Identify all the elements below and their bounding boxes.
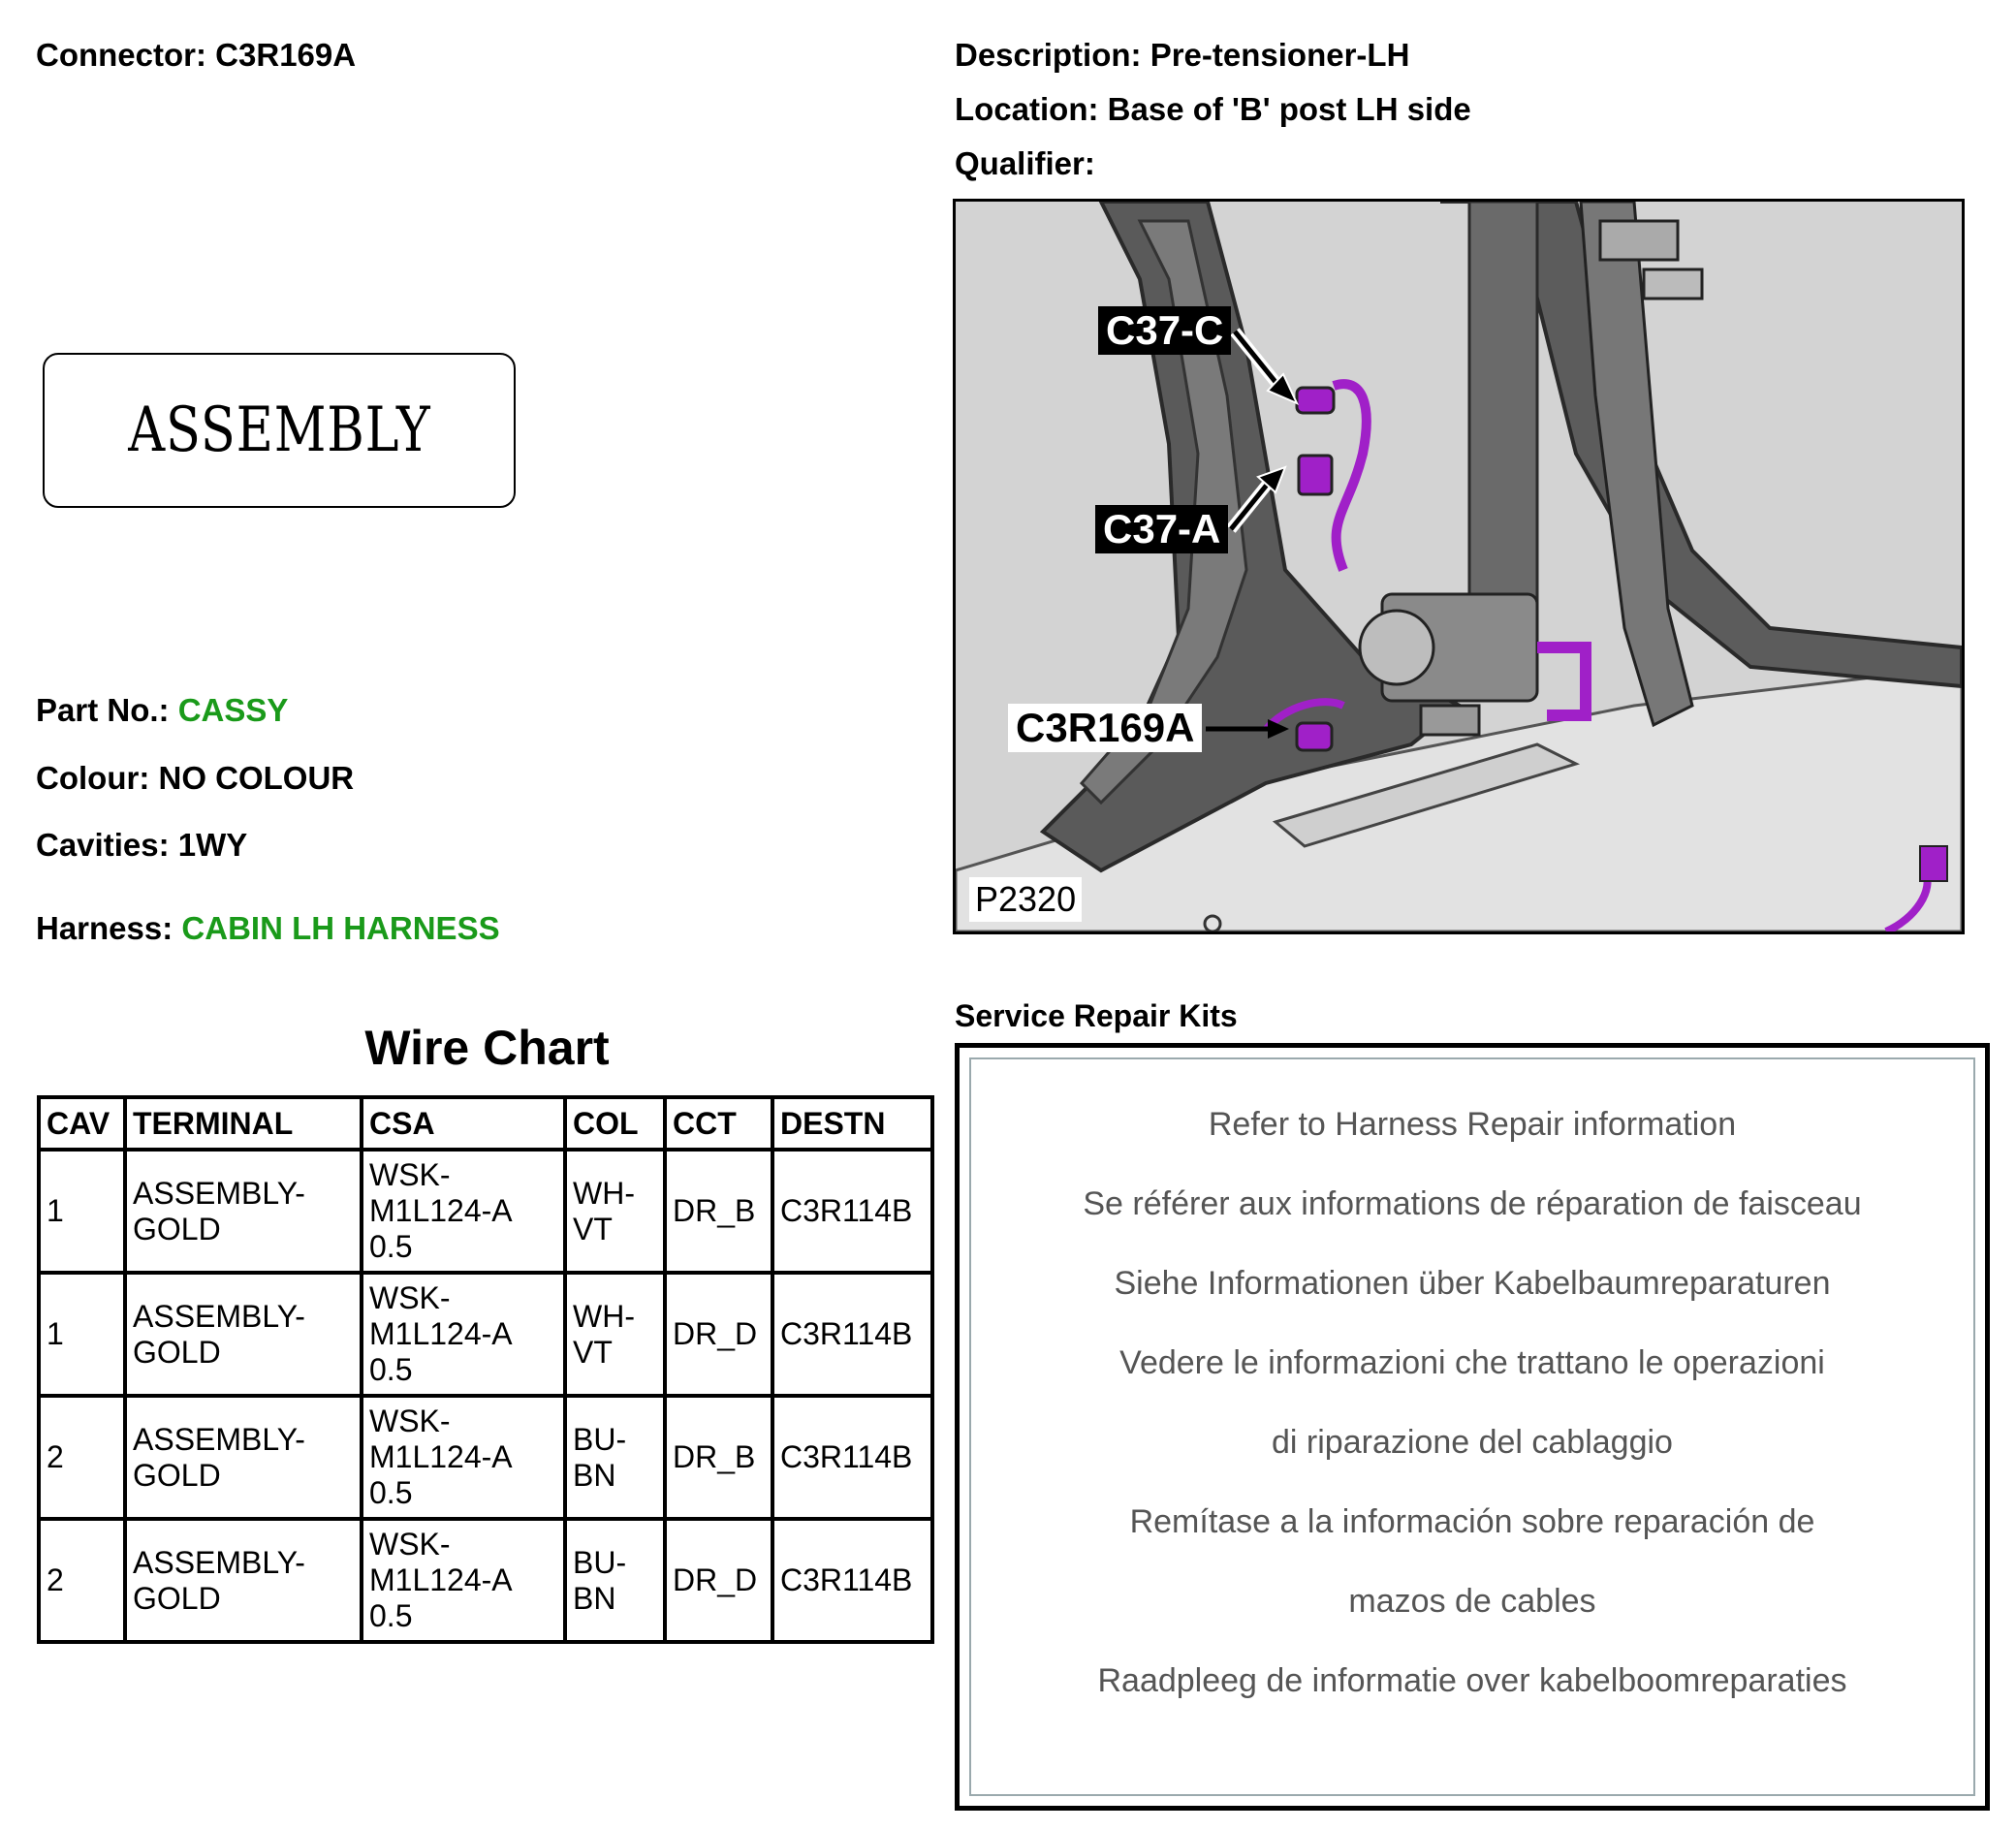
cct-cell: DR_D (665, 1273, 772, 1396)
service-repair-kits-title: Service Repair Kits (955, 998, 1238, 1033)
kit-line: Se référer aux informations de réparation de faisceau (1083, 1185, 1862, 1222)
csa-cell: WSK- M1L124-A 0.5 (362, 1273, 565, 1396)
destn-cell: C3R114B (772, 1150, 932, 1273)
destn-cell: C3R114B (772, 1519, 932, 1642)
connector-label: Connector: (36, 37, 206, 73)
kit-line: Refer to Harness Repair information (1208, 1106, 1737, 1143)
cavities-value: 1WY (177, 827, 248, 863)
part-no-value[interactable]: CASSY (177, 692, 289, 728)
harness-label: Harness: (36, 910, 173, 946)
col-cell: BU- BN (565, 1519, 665, 1642)
colour-field (36, 760, 354, 797)
destn-cell: C3R114B (772, 1273, 932, 1396)
description-field (955, 37, 1409, 74)
destn-cell: C3R114B (772, 1396, 932, 1519)
col-header-col: COL (565, 1097, 665, 1150)
csa-cell: WSK- M1L124-A 0.5 (362, 1396, 565, 1519)
terminal-cell: ASSEMBLY- GOLD (125, 1396, 362, 1519)
cav-cell: 2 (39, 1519, 125, 1642)
table-row (39, 1273, 932, 1396)
part-no-field (36, 692, 288, 729)
assembly-label-box (43, 353, 516, 508)
csa-cell: WSK- M1L124-A 0.5 (362, 1150, 565, 1273)
cav-cell: 1 (39, 1273, 125, 1396)
col-header-cav: CAV (39, 1097, 125, 1150)
qualifier-field (955, 145, 1095, 182)
kit-line: Siehe Informationen über Kabelbaumreparaturen (1114, 1265, 1831, 1302)
wire-chart-header-row (39, 1097, 932, 1150)
service-repair-kits-inner (969, 1057, 1975, 1796)
cav-cell: 2 (39, 1396, 125, 1519)
kit-line: Vedere le informazioni che trattano le operazioni (1119, 1344, 1825, 1381)
connector-location-image (953, 199, 1965, 934)
wire-chart-table (37, 1095, 934, 1644)
callout-c37-c: C37-C (1098, 306, 1231, 355)
colour-label: Colour: (36, 760, 150, 796)
col-cell: WH- VT (565, 1273, 665, 1396)
col-header-cct: CCT (665, 1097, 772, 1150)
csa-cell: WSK- M1L124-A 0.5 (362, 1519, 565, 1642)
service-repair-kits-box (955, 1043, 1990, 1811)
location-value: Base of 'B' post LH side (1107, 91, 1471, 127)
connector-field (36, 37, 356, 74)
col-header-terminal: TERMINAL (125, 1097, 362, 1150)
kit-line: Raadpleeg de informatie over kabelboomreparaties (1097, 1662, 1847, 1699)
description-label: Description: (955, 37, 1142, 73)
col-header-destn: DESTN (772, 1097, 932, 1150)
description-value: Pre-tensioner-LH (1150, 37, 1410, 73)
table-row (39, 1519, 932, 1642)
table-row (39, 1150, 932, 1273)
kit-line: di riparazione del cablaggio (1272, 1424, 1673, 1461)
kit-line: Remítase a la información sobre reparación de (1129, 1503, 1815, 1540)
cct-cell: DR_B (665, 1396, 772, 1519)
callout-c3r169a: C3R169A (1008, 704, 1202, 752)
terminal-cell: ASSEMBLY- GOLD (125, 1519, 362, 1642)
terminal-cell: ASSEMBLY- GOLD (125, 1273, 362, 1396)
assembly-label: ASSEMBLY (127, 394, 431, 466)
kit-line: mazos de cables (1348, 1583, 1596, 1620)
location-label: Location: (955, 91, 1099, 127)
colour-value: NO COLOUR (158, 760, 355, 796)
col-cell: BU- BN (565, 1396, 665, 1519)
terminal-cell: ASSEMBLY- GOLD (125, 1150, 362, 1273)
location-field (955, 91, 1471, 128)
cct-cell: DR_B (665, 1150, 772, 1273)
table-row (39, 1396, 932, 1519)
part-no-label: Part No.: (36, 692, 170, 728)
harness-field (36, 910, 500, 947)
cav-cell: 1 (39, 1150, 125, 1273)
col-header-csa: CSA (362, 1097, 565, 1150)
image-code: P2320 (969, 877, 1082, 922)
qualifier-label: Qualifier: (955, 145, 1095, 181)
cavities-label: Cavities: (36, 827, 170, 863)
harness-value[interactable]: CABIN LH HARNESS (181, 910, 500, 946)
connector-value: C3R169A (215, 37, 357, 73)
wire-chart-title: Wire Chart (364, 1021, 610, 1075)
col-cell: WH- VT (565, 1150, 665, 1273)
cavities-field (36, 827, 247, 864)
callout-c37-a: C37-A (1095, 505, 1228, 553)
cct-cell: DR_D (665, 1519, 772, 1642)
